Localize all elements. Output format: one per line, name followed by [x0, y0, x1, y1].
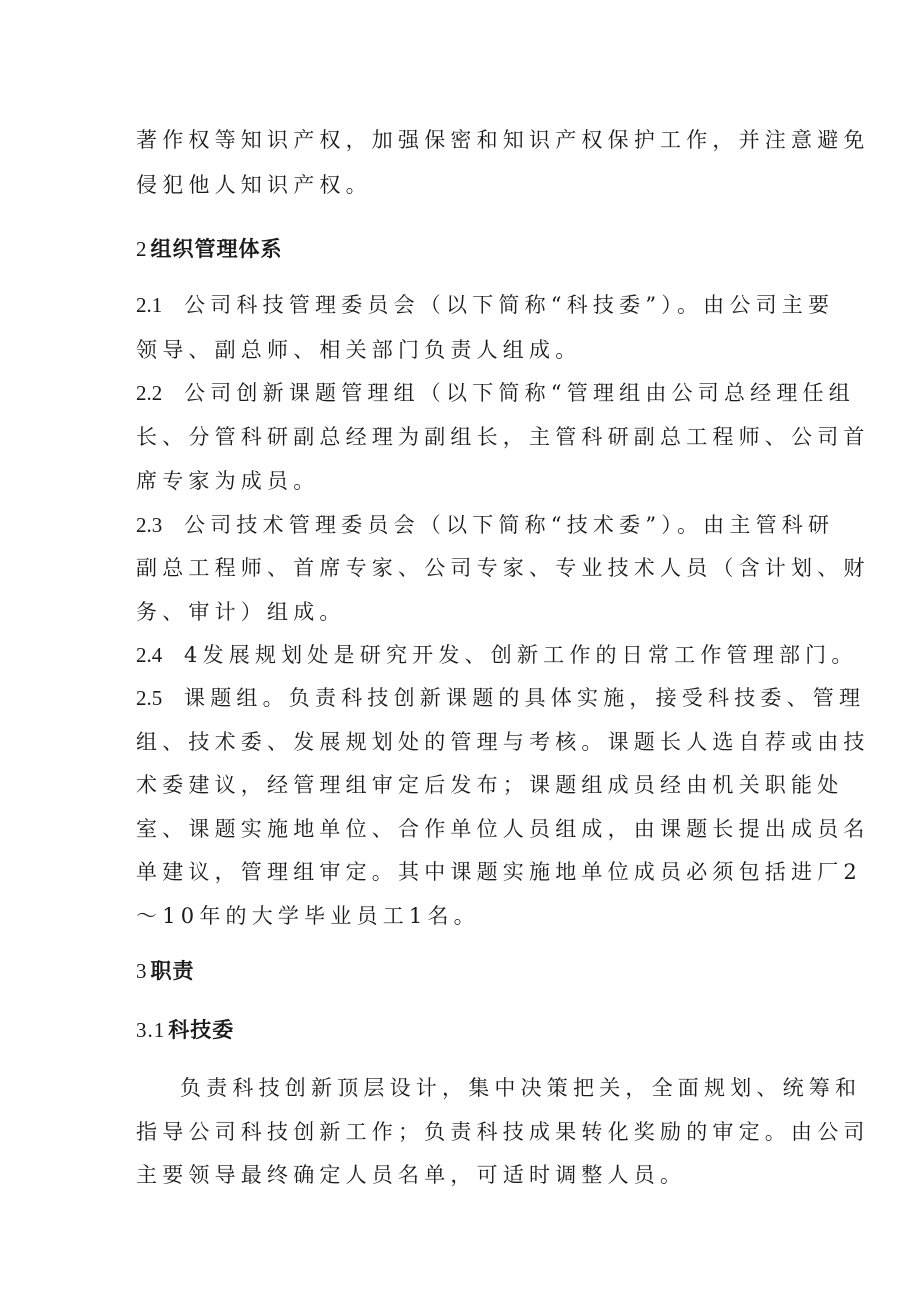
item-2-3-number: 2.3 — [136, 513, 163, 537]
section-2-title: 组织管理体系 — [150, 237, 283, 261]
item-2-5-line-6: ～10年的大学毕业员工1名。 — [136, 904, 480, 928]
section-2-heading — [136, 234, 283, 264]
item-2-5-line-2: 组、技术委、发展规划处的管理与考核。课题长人选自荐或由技 — [136, 730, 870, 754]
item-2-1-text-1: 公司科技管理委员会（以下简称“科技委”）。由公司主要 — [184, 293, 835, 317]
item-2-3-line-3: 务、审计）组成。 — [136, 600, 346, 624]
intro-line-2: 侵犯他人知识产权。 — [136, 173, 372, 197]
item-2-1-line-2: 领导、副总师、相关部门负责人组成。 — [136, 338, 582, 362]
section-3-1-line-2: 指导公司科技创新工作；负责科技成果转化奖励的审定。由公司 — [136, 1120, 870, 1144]
item-2-5-line-1 — [136, 683, 866, 713]
section-3-heading — [136, 956, 195, 986]
item-2-3-text-1: 公司技术管理委员会（以下简称“技术委”）。由主管科研 — [184, 513, 835, 537]
item-2-5-text-1: 课题组。负责科技创新课题的具体实施，接受科技委、管理 — [184, 686, 866, 710]
section-3-1-heading — [136, 1015, 234, 1045]
section-3-title: 职责 — [150, 959, 195, 983]
item-2-4-number: 2.4 — [136, 643, 163, 667]
item-2-3-line-2: 副总工程师、首席专家、公司专家、专业技术人员（含计划、财 — [136, 556, 870, 580]
section-3-1-line-3: 主要领导最终确定人员名单，可适时调整人员。 — [136, 1163, 687, 1187]
item-2-5-line-4: 室、课题实施地单位、合作单位人员组成，由课题长提出成员名 — [136, 817, 870, 841]
section-3-1-number: 3.1 — [136, 1018, 166, 1042]
item-2-2-line-1 — [136, 378, 855, 408]
item-2-2-line-3: 席专家为成员。 — [136, 469, 320, 493]
item-2-5-line-3: 术委建议，经管理组审定后发布；课题组成员经由机关职能处 — [136, 773, 844, 797]
item-2-4-line-1 — [136, 640, 858, 670]
section-2-number: 2 — [136, 237, 148, 261]
item-2-2-line-2: 长、分管科研副总经理为副组长，主管科研副总工程师、公司首 — [136, 425, 870, 449]
item-2-5-line-5: 单建议，管理组审定。其中课题实施地单位成员必须包括进厂2 — [136, 860, 862, 884]
item-2-2-text-1: 公司创新课题管理组（以下简称“管理组由公司总经理任组 — [184, 381, 855, 405]
item-2-5-number: 2.5 — [136, 686, 163, 710]
item-2-3-line-1 — [136, 510, 835, 540]
intro-line-1: 著作权等知识产权，加强保密和知识产权保护工作，并注意避免 — [136, 128, 870, 152]
section-3-number: 3 — [136, 959, 148, 983]
item-2-1-line-1 — [136, 290, 835, 320]
item-2-1-number: 2.1 — [136, 293, 163, 317]
section-3-1-title: 科技委 — [168, 1018, 235, 1042]
item-2-4-text-1: 4发展规划处是研究开发、创新工作的日常工作管理部门。 — [184, 643, 858, 667]
item-2-2-number: 2.2 — [136, 381, 163, 405]
section-3-1-line-1: 负责科技创新顶层设计，集中决策把关，全面规划、统筹和 — [180, 1076, 862, 1100]
